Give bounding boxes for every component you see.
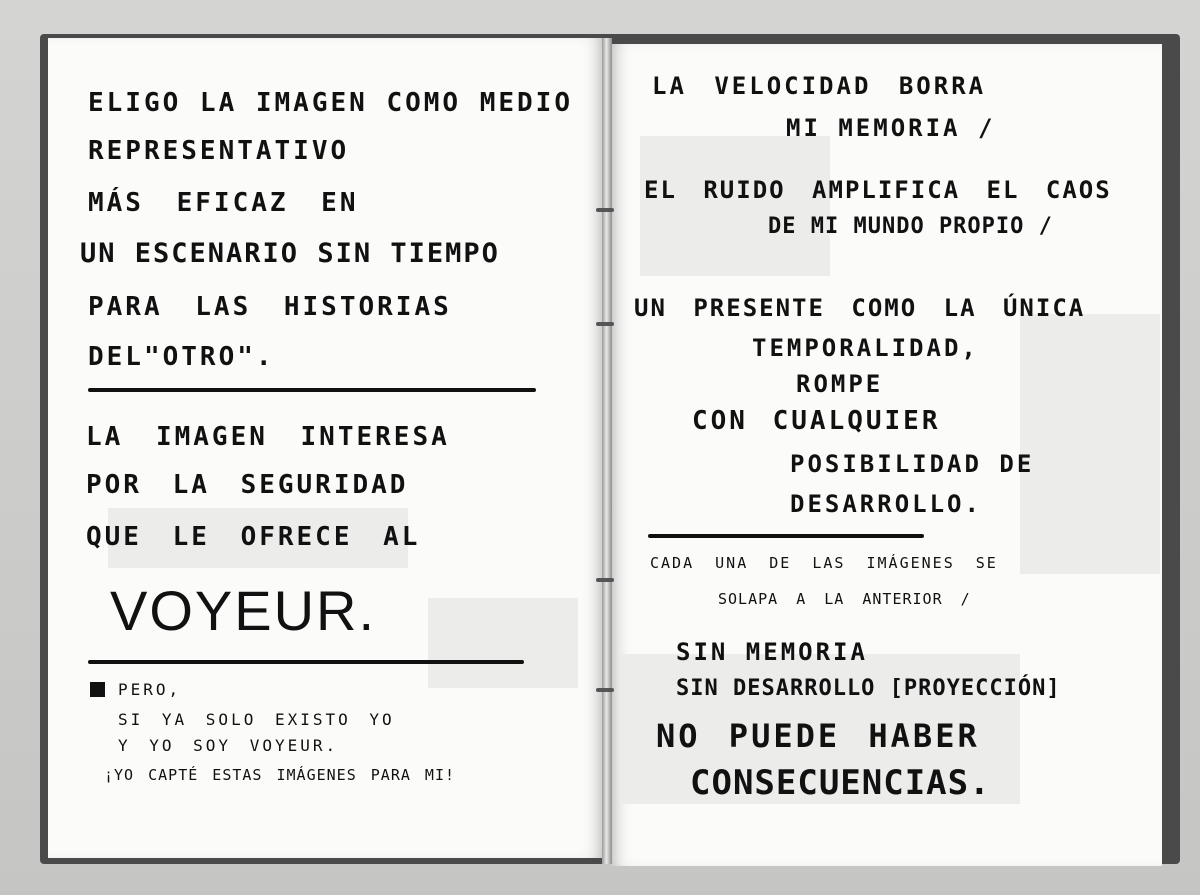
handwritten-line: SIN DESARROLLO [PROYECCIÓN]: [676, 676, 1061, 701]
handwritten-line: SIN MEMORIA: [676, 638, 868, 666]
handwritten-voyeur: VOYEUR.: [110, 579, 377, 642]
handwritten-line: POSIBILIDAD DE: [790, 450, 1035, 478]
handwritten-note: SI YA SOLO EXISTO YO: [118, 710, 395, 729]
handwritten-note: SOLAPA A LA ANTERIOR /: [718, 590, 971, 608]
handwritten-line: UN ESCENARIO SIN TIEMPO: [80, 238, 500, 269]
right-page: [610, 44, 1162, 866]
handwritten-line: TEMPORALIDAD,: [752, 334, 979, 362]
handwritten-line: EL RUIDO AMPLIFICA EL CAOS: [644, 176, 1112, 204]
binding-stitch: [596, 322, 614, 326]
bleed-through-block: [1020, 314, 1160, 574]
binding-stitch: [596, 208, 614, 212]
handwritten-line: LA IMAGEN INTERESA: [86, 422, 450, 452]
handwritten-line: MÁS EFICAZ EN: [88, 188, 359, 218]
handwritten-note: Y YO SOY VOYEUR.: [118, 736, 339, 755]
handwritten-line: CONSECUENCIAS.: [690, 763, 991, 803]
handwritten-note: PERO,: [118, 680, 182, 699]
handwritten-line: NO PUEDE HABER: [656, 717, 980, 755]
handwritten-line: CON CUALQUIER: [692, 406, 941, 436]
handwritten-line: PARA LAS HISTORIAS: [88, 292, 452, 322]
handwritten-line: ROMPE: [796, 370, 884, 398]
handwritten-line: REPRESENTATIVO: [88, 136, 350, 166]
bleed-through-block: [428, 598, 578, 688]
left-page: [48, 38, 604, 858]
book-spine: [602, 38, 612, 864]
handwritten-line: UN PRESENTE COMO LA ÚNICA: [634, 294, 1086, 322]
handwritten-line: DEL"OTRO".: [88, 342, 275, 372]
ink-divider: [648, 534, 924, 538]
bleed-through-block: [640, 136, 830, 276]
bullet-square: [90, 682, 105, 697]
handwritten-line: LA VELOCIDAD BORRA: [652, 72, 987, 100]
ink-divider: [88, 388, 536, 392]
handwritten-line: QUE LE OFRECE AL: [86, 522, 421, 552]
handwritten-line: DE MI MUNDO PROPIO /: [768, 214, 1053, 239]
handwritten-line: ELIGO LA IMAGEN COMO MEDIO: [88, 88, 573, 118]
handwritten-note: CADA UNA DE LAS IMÁGENES SE: [650, 554, 998, 572]
handwritten-line: MI MEMORIA /: [786, 114, 996, 142]
handwritten-note: ¡YO CAPTÉ ESTAS IMÁGENES PARA MI!: [104, 766, 456, 784]
ink-divider: [88, 660, 524, 664]
binding-stitch: [596, 578, 614, 582]
handwritten-line: POR LA SEGURIDAD: [86, 470, 409, 500]
binding-stitch: [596, 688, 614, 692]
handwritten-line: DESARROLLO.: [790, 490, 982, 518]
